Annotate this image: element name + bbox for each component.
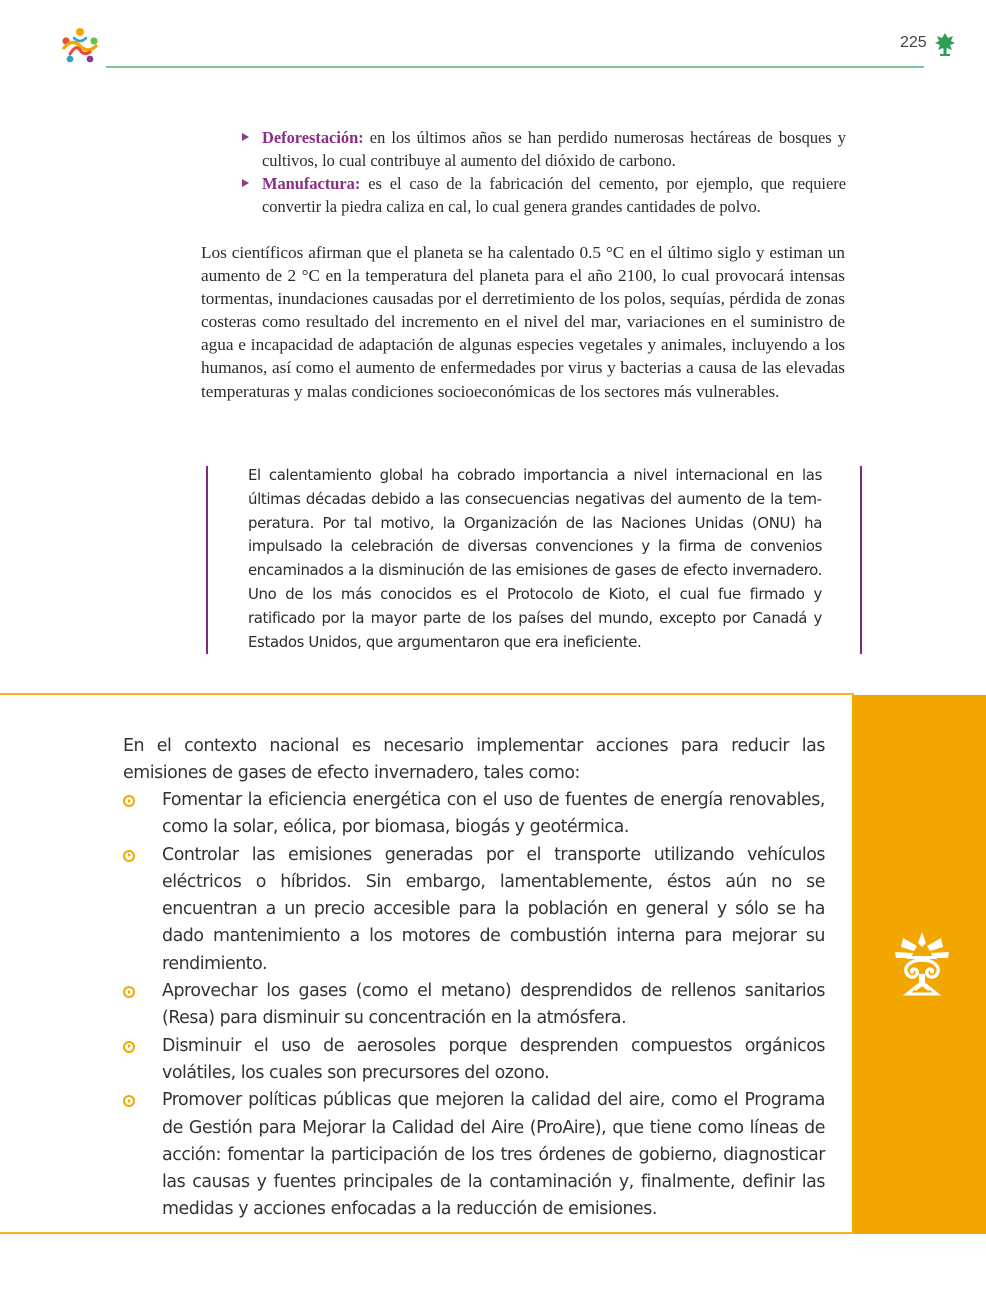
header-rule — [106, 66, 924, 68]
list-item-text: Promover políticas públicas que mejoren la calidad del aire, como el Programa de Gestión para Mejorar la Calidad del Aire (ProAire), que tiene como líneas de acción: fomentar la participación de los tres órdenes de gobierno, diagnosticar las causas y fuentes principales de la contaminación y, finalmente, definir las medidas y acciones enfocadas a la reducción de emisiones. — [162, 1090, 825, 1220]
main-paragraph: Los científicos afirman que el planeta se ha calentado 0.5 °C en el último siglo y estiman un aumento de 2 °C en la temperatura del planeta para el año 2100, lo cual provocará intensas tormentas, inundaciones causadas por el derretimiento de los polos, sequías, pérdida de zonas costeras como resultado del incremento en el nivel del mar, variaciones en el suministro de agua e incapacidad de adaptación de algunas especies vegetales y animales, incluyendo a los humanos, así como el aumento de enfermedades por virus y bacterias a causa de las elevadas temperaturas y malas condiciones socioeconómicas de los sectores más vulnerables. — [201, 243, 845, 401]
box-bottom-rule — [0, 1232, 854, 1234]
white-tree-icon — [893, 930, 951, 996]
colorful-figures-logo-icon — [56, 24, 104, 68]
list-item — [242, 172, 846, 218]
ring-bullet-icon — [123, 795, 135, 807]
ring-bullet-icon — [123, 986, 135, 998]
box-intro: En el contexto nacional es necesario implementar acciones para reducir las emisiones de gases de efecto invernadero, tales como: — [123, 736, 825, 784]
ring-bullet-icon — [123, 1041, 135, 1053]
quote-left-bar — [206, 466, 208, 654]
list-item — [242, 126, 846, 172]
list-item — [123, 842, 825, 978]
ring-bullet-icon — [123, 1095, 135, 1107]
action-list — [123, 787, 825, 1224]
ring-bullet-icon — [123, 850, 135, 862]
list-item-text: Aprovechar los gases (como el metano) desprendidos de rellenos sanitarios (Resa) para disminuir su concentración en la atmósfera. — [162, 981, 825, 1029]
list-item — [123, 978, 825, 1033]
green-tree-icon — [934, 32, 956, 56]
top-bullet-list — [242, 126, 846, 218]
bullet-text: en los últimos años se han perdido numerosas hectáreas de bosques y cultivos, lo cual contribuye al aumento del dióxido de carbono. — [262, 128, 846, 170]
page-number: 225 — [900, 34, 927, 51]
quote-right-bar — [860, 466, 862, 654]
bullet-term: Deforestación: — [262, 128, 364, 147]
bullet-text: es el caso de la fabricación del cemento, por ejemplo, que requiere convertir la piedra caliza en cal, lo cual genera grandes cantidades de polvo. — [262, 174, 846, 216]
list-item — [123, 1087, 825, 1223]
bullet-term: Manufactura: — [262, 174, 361, 193]
list-item-text: Disminuir el uso de aerosoles porque desprenden compuestos orgánicos volátiles, los cuales son precursores del ozono. — [162, 1035, 825, 1083]
list-item — [123, 787, 825, 842]
list-item-text: Controlar las emisiones generadas por el transporte utilizando vehículos eléctricos o híbridos. Sin embargo, lamentablemente, éstos aún no se encuentran a un precio accesible para la población en general y sólo se ha dado mantenimiento a los motores de combustión interna para mejorar su rendimiento. — [162, 844, 825, 974]
triangle-bullet-icon — [242, 179, 249, 187]
list-item-text: Fomentar la eficiencia energética con el uso de fuentes de energía renovables, como la solar, eólica, por biomasa, biogás y geotérmica. — [162, 790, 825, 838]
list-item — [123, 1033, 825, 1088]
box-top-rule — [0, 693, 854, 695]
triangle-bullet-icon — [242, 133, 249, 141]
quote-paragraph: El calentamiento global ha cobrado importancia a nivel internacional en las últimas décadas debido a las consecuencias negativas del aumento de la temperatura. Por tal motivo, la Organización de las Naciones Unidas (ONU) ha impulsado la celebración de diversas convenciones y la firma de convenios encaminados a la disminución de las emisiones de gases de efecto invernadero. Uno de los más conocidos es el Protocolo de Kioto, el cual fue firmado y ratificado por la mayor parte de los países del mundo, excepto por Canadá y Estados Unidos, que argumentaron que era ineficiente. — [248, 466, 822, 651]
